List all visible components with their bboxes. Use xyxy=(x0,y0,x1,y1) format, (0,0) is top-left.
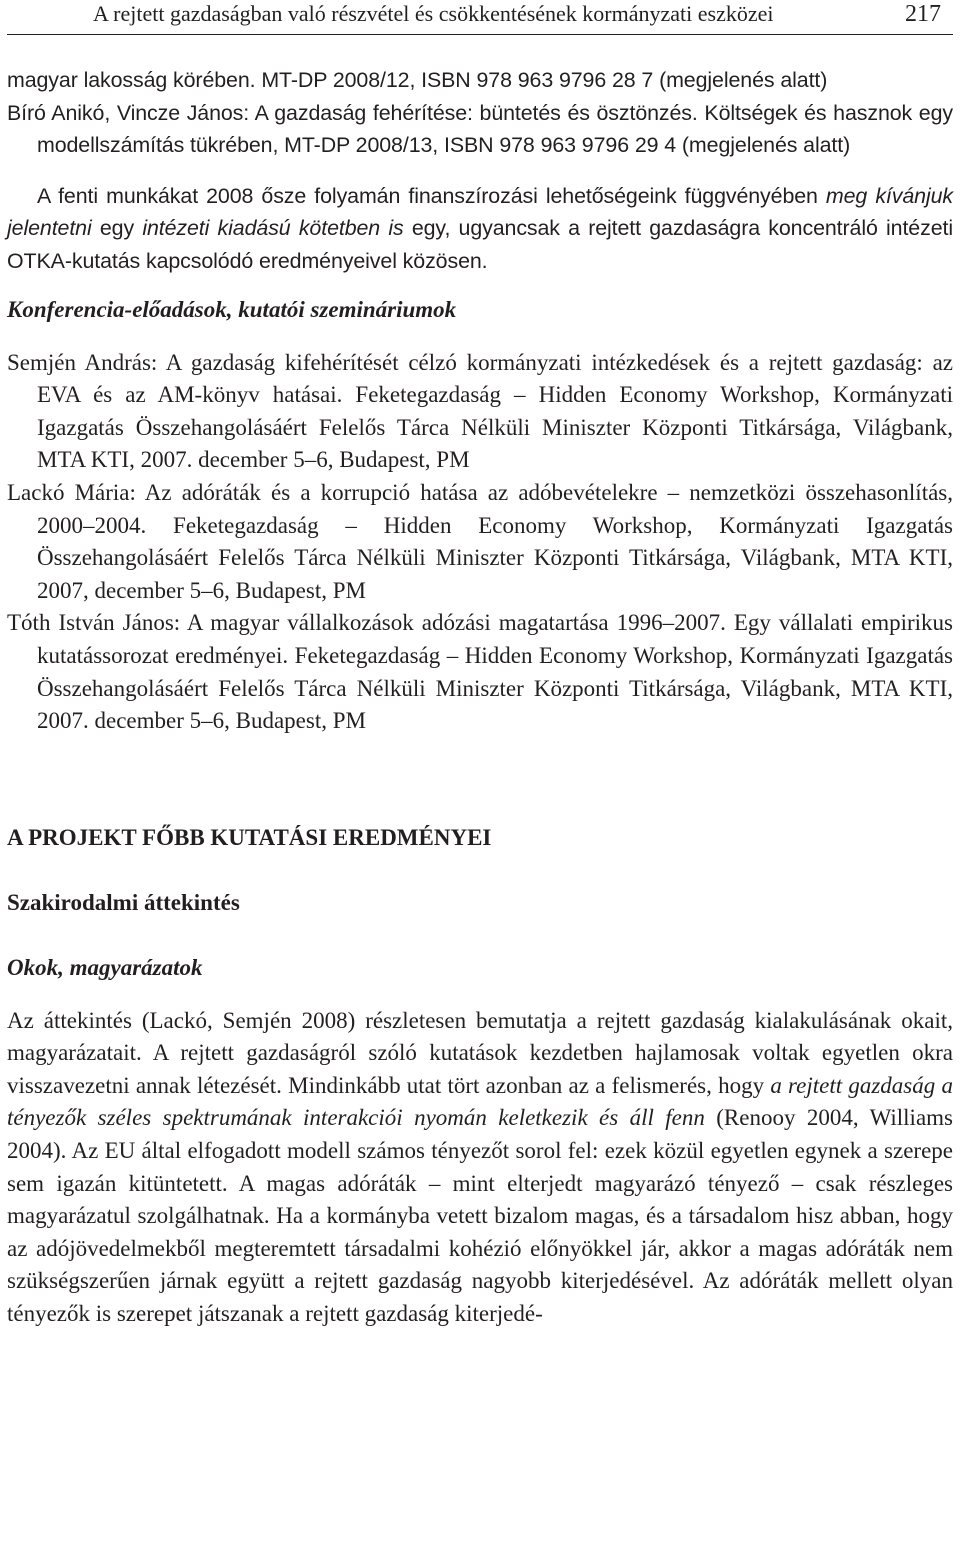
conference-entry-1: Semjén András: A gazdaság kifehérítését célzó kormányzati intézkedések és a rejtett gazdaság: az EVA és az AM-könyv hatásai. Feketegazdaság – Hidden Economy Workshop, Kormányzati Igazgatás Összehangolásáért Felelős Tárca Nélküli Miniszter Központi Titkársága, Világbank, MTA KTI, 2007. december 5–6, Budapest, PM xyxy=(7,349,953,473)
conference-heading: Konferencia-előadások, kutatói szemináriumok xyxy=(7,296,457,322)
body-paragraph xyxy=(7,1005,953,1331)
subsection-title: Szakirodalmi áttekintés xyxy=(7,889,240,915)
conference-list xyxy=(7,347,953,738)
body-text-2: (Renooy 2004, Williams 2004). Az EU által elfogadott modell számos tényezőt sorol fel: ezek közül egyetlen egynek a szerepe sem igazán kitüntetett. A magas adóráták – mint elterjedt magyarázó tényező – csak részleges magyarázatul szolgálhatnak. Ha a kormányba vetett bizalom magas, és a társadalom hisz abban, hogy az adójövedelmekből megteremtett társadalmi kohézió előnyökkel jár, akkor a magas adóráták nem szükségszerűen járnak együtt a rejtett gazdaság nagyobb kiterjedésével. Az adóráták mellett olyan tényezők is szerepet játszanak a rejtett gazdaság kiterjedé- xyxy=(7,1105,953,1327)
header-rule xyxy=(7,34,953,35)
page-content xyxy=(7,64,953,1331)
funding-text-2: egy xyxy=(91,216,143,241)
body-text-1: Az áttekintés (Lackó, Semjén 2008) részletesen bemutatja a rejtett gazdaság kialakulásának okait, magyarázatait. A rejtett gazdaságról szóló kutatások kezdetben hajlamosak voltak egyetlen okra visszavezetni annak létezését. Mindinkább utat tört azonban az a felismerés, hogy xyxy=(7,1007,953,1098)
body-italic: a rejtett gazdaság a tényezők széles spektrumának interakciói nyomán keletkezik és áll fenn xyxy=(7,1072,953,1131)
running-head xyxy=(7,0,953,30)
subsubsection-title: Okok, magyarázatok xyxy=(7,954,203,980)
conference-entry-3: Tóth István János: A magyar vállalkozások adózási magatartása 1996–2007. Egy vállalati empirikus kutatássorozat eredményei. Feketegazdaság – Hidden Economy Workshop, Kormányzati Igazgatás Összehangolásáért Felelős Tárca Nélküli Miniszter Központi Titkársága, Világbank, MTA KTI, 2007. december 5–6, Budapest, PM xyxy=(7,610,953,734)
funding-italic-1: meg kívánjuk jelentetni xyxy=(7,183,953,241)
conference-entry-2: Lackó Mária: Az adóráták és a korrupció hatása az adóbevételekre – nemzetközi összehasonlítás, 2000–2004. Feketegazdaság – Hidden Economy Workshop, Kormányzati Igazgatás Összehangolásáért Felelős Tárca Nélküli Miniszter Központi Titkársága, Világbank, MTA KTI, 2007, december 5–6, Budapest, PM xyxy=(7,479,953,603)
section-title: A PROJEKT FŐBB KUTATÁSI EREDMÉNYEI xyxy=(7,824,492,850)
page-number: 217 xyxy=(905,1,941,27)
funding-paragraph xyxy=(7,180,953,278)
funding-italic-2: intézeti kiadású kötetben is xyxy=(142,216,404,241)
funding-text-3: egy, ugyancsak a rejtett gazdaságra koncentráló intézeti OTKA-kutatás kapcsolódó eredményeivel közösen. xyxy=(7,216,953,273)
funding-text-1: A fenti munkákat 2008 ősze folyamán finanszírozási lehetőségeink függvényében xyxy=(37,183,826,208)
running-head-title: A rejtett gazdaságban való részvétel és csökkentésének kormányzati eszközei xyxy=(93,1,774,26)
reference-entry-2: Bíró Anikó, Vincze János: A gazdaság fehérítése: büntetés és ösztönzés. Költségek és hasznok egy modellszámítás tükrében, MT-DP 2008/13, ISBN 978 963 9796 29 4 (megjelenés alatt) xyxy=(7,100,953,158)
reference-entry-1: magyar lakosság körében. MT-DP 2008/12, ISBN 978 963 9796 28 7 (megjelenés alatt) xyxy=(7,68,828,92)
